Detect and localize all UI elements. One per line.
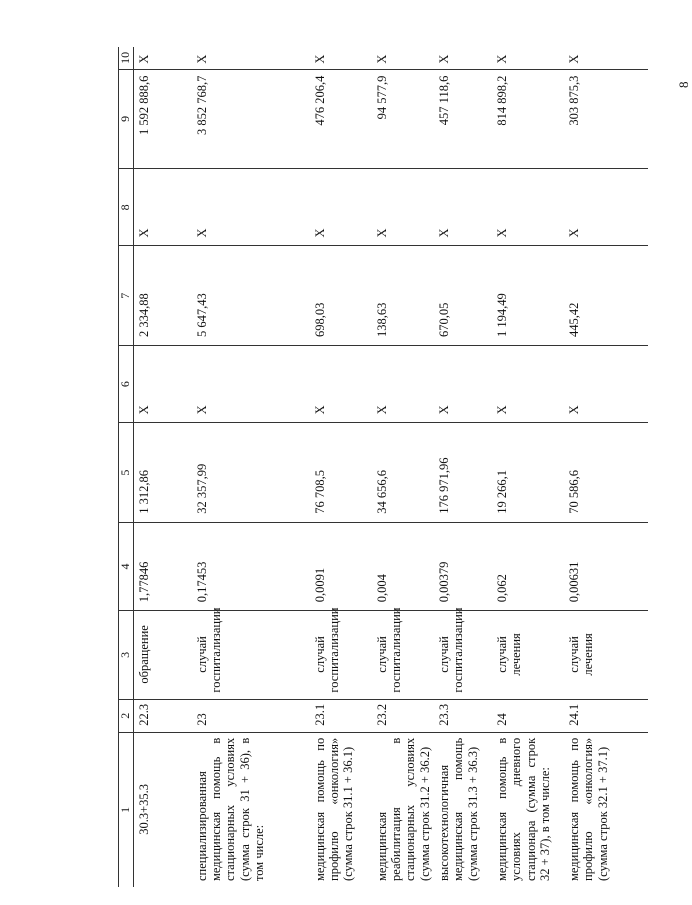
value-cell: X bbox=[564, 169, 648, 246]
value-cell: 1 194,49 bbox=[492, 246, 564, 345]
value-cell: 1 312,86 bbox=[134, 423, 192, 522]
header-cell: 7 bbox=[119, 246, 134, 345]
row-number-cell: 22.3 bbox=[134, 699, 192, 732]
value-cell: X bbox=[310, 345, 372, 422]
value-cell: X bbox=[492, 169, 564, 246]
data-table bbox=[118, 47, 648, 887]
value-cell: X bbox=[372, 345, 435, 422]
row-label-cell: медицинская помощь в условиях дневного стационара (сумма строк 32 + 37), в том числе: bbox=[495, 737, 553, 881]
value-cell: 0,00631 bbox=[564, 522, 648, 610]
table-row bbox=[434, 47, 492, 887]
unit-cell: случай лечения bbox=[492, 611, 564, 699]
table-row bbox=[372, 47, 435, 887]
value-cell: 70 586,6 bbox=[564, 423, 648, 522]
unit-cell: случай лечения bbox=[564, 611, 648, 699]
unit-cell: случай госпитализации bbox=[434, 611, 492, 699]
value-cell: 303 875,3 bbox=[564, 69, 648, 168]
header-cell: 3 bbox=[119, 611, 134, 699]
value-cell: X bbox=[192, 345, 310, 422]
value-cell: 476 206,4 bbox=[310, 69, 372, 168]
table-row bbox=[134, 47, 192, 887]
row-label-cell: специализированная медицинская помощь в стационарных условиях (сумма строк 31 + 36), в том числе: bbox=[194, 737, 266, 881]
header-cell: 8 bbox=[119, 169, 134, 246]
value-cell: 76 708,5 bbox=[310, 423, 372, 522]
value-cell: X bbox=[134, 345, 192, 422]
value-cell: X bbox=[434, 47, 492, 69]
value-cell: 698,03 bbox=[310, 246, 372, 345]
value-cell: 0,004 bbox=[372, 522, 435, 610]
header-cell: 9 bbox=[119, 69, 134, 168]
row-label-cell: медицинская помощь по профилю «онкология» (сумма строк 31.1 + 36.1) bbox=[312, 737, 356, 881]
value-cell: X bbox=[492, 345, 564, 422]
header-cell: 2 bbox=[119, 699, 134, 732]
value-cell: 1,77846 bbox=[134, 522, 192, 610]
value-cell: 2 334,88 bbox=[134, 246, 192, 345]
rotated-table-container bbox=[118, 47, 648, 887]
unit-cell: случай госпитализации bbox=[192, 611, 310, 699]
row-number-cell: 23 bbox=[192, 699, 310, 732]
header-cell: 4 bbox=[119, 522, 134, 610]
value-cell: X bbox=[310, 169, 372, 246]
value-cell: 3 852 768,7 bbox=[192, 69, 310, 168]
page-number: 8 bbox=[676, 81, 691, 88]
value-cell: 94 577,9 bbox=[372, 69, 435, 168]
header-cell: 5 bbox=[119, 423, 134, 522]
row-label-cell: медицинская помощь по профилю «онкология» (сумма строк 32.1 + 37.1) bbox=[567, 737, 610, 881]
table-row bbox=[192, 47, 310, 887]
value-cell: 457 118,6 bbox=[434, 69, 492, 168]
value-cell: X bbox=[192, 169, 310, 246]
value-cell: X bbox=[564, 345, 648, 422]
value-cell: X bbox=[134, 169, 192, 246]
row-label-cell: высокотехнологичная медицинская помощь (сумма строк 31.3 + 36.3) bbox=[437, 737, 480, 881]
value-cell: 138,63 bbox=[372, 246, 435, 345]
value-cell: X bbox=[192, 47, 310, 69]
header-cell: 6 bbox=[119, 345, 134, 422]
value-cell: X bbox=[434, 169, 492, 246]
value-cell: 0,17453 bbox=[192, 522, 310, 610]
row-number-cell: 24 bbox=[492, 699, 564, 732]
value-cell: 19 266,1 bbox=[492, 423, 564, 522]
value-cell: 0,00379 bbox=[434, 522, 492, 610]
header-cell: 1 bbox=[119, 732, 134, 887]
value-cell: 670,05 bbox=[434, 246, 492, 345]
row-number-cell: 24.1 bbox=[564, 699, 648, 732]
row-label-cell: медицинская реабилитация в стационарных условиях (сумма строк 31.2 + 36.2) bbox=[374, 737, 432, 881]
value-cell: 1 592 888,6 bbox=[134, 69, 192, 168]
row-label-cell: 30.3+35.3 bbox=[137, 783, 151, 835]
value-cell: 445,42 bbox=[564, 246, 648, 345]
value-cell: X bbox=[492, 47, 564, 69]
value-cell: 5 647,43 bbox=[192, 246, 310, 345]
unit-cell: случай госпитализации bbox=[310, 611, 372, 699]
unit-cell: случай госпитализации bbox=[372, 611, 435, 699]
header-cell: 10 bbox=[119, 47, 134, 69]
table-row bbox=[564, 47, 648, 887]
unit-cell: обращение bbox=[134, 611, 192, 699]
value-cell: 32 357,99 bbox=[192, 423, 310, 522]
value-cell: X bbox=[372, 47, 435, 69]
table-row bbox=[310, 47, 372, 887]
value-cell: X bbox=[434, 345, 492, 422]
value-cell: X bbox=[372, 169, 435, 246]
row-number-cell: 23.3 bbox=[434, 699, 492, 732]
value-cell: X bbox=[134, 47, 192, 69]
row-number-cell: 23.2 bbox=[372, 699, 435, 732]
value-cell: X bbox=[564, 47, 648, 69]
value-cell: 34 656,6 bbox=[372, 423, 435, 522]
value-cell: 814 898,2 bbox=[492, 69, 564, 168]
value-cell: 0,062 bbox=[492, 522, 564, 610]
value-cell: 0,0091 bbox=[310, 522, 372, 610]
table-row bbox=[492, 47, 564, 887]
header-row bbox=[119, 47, 134, 887]
value-cell: X bbox=[310, 47, 372, 69]
row-number-cell: 23.1 bbox=[310, 699, 372, 732]
value-cell: 176 971,96 bbox=[434, 423, 492, 522]
